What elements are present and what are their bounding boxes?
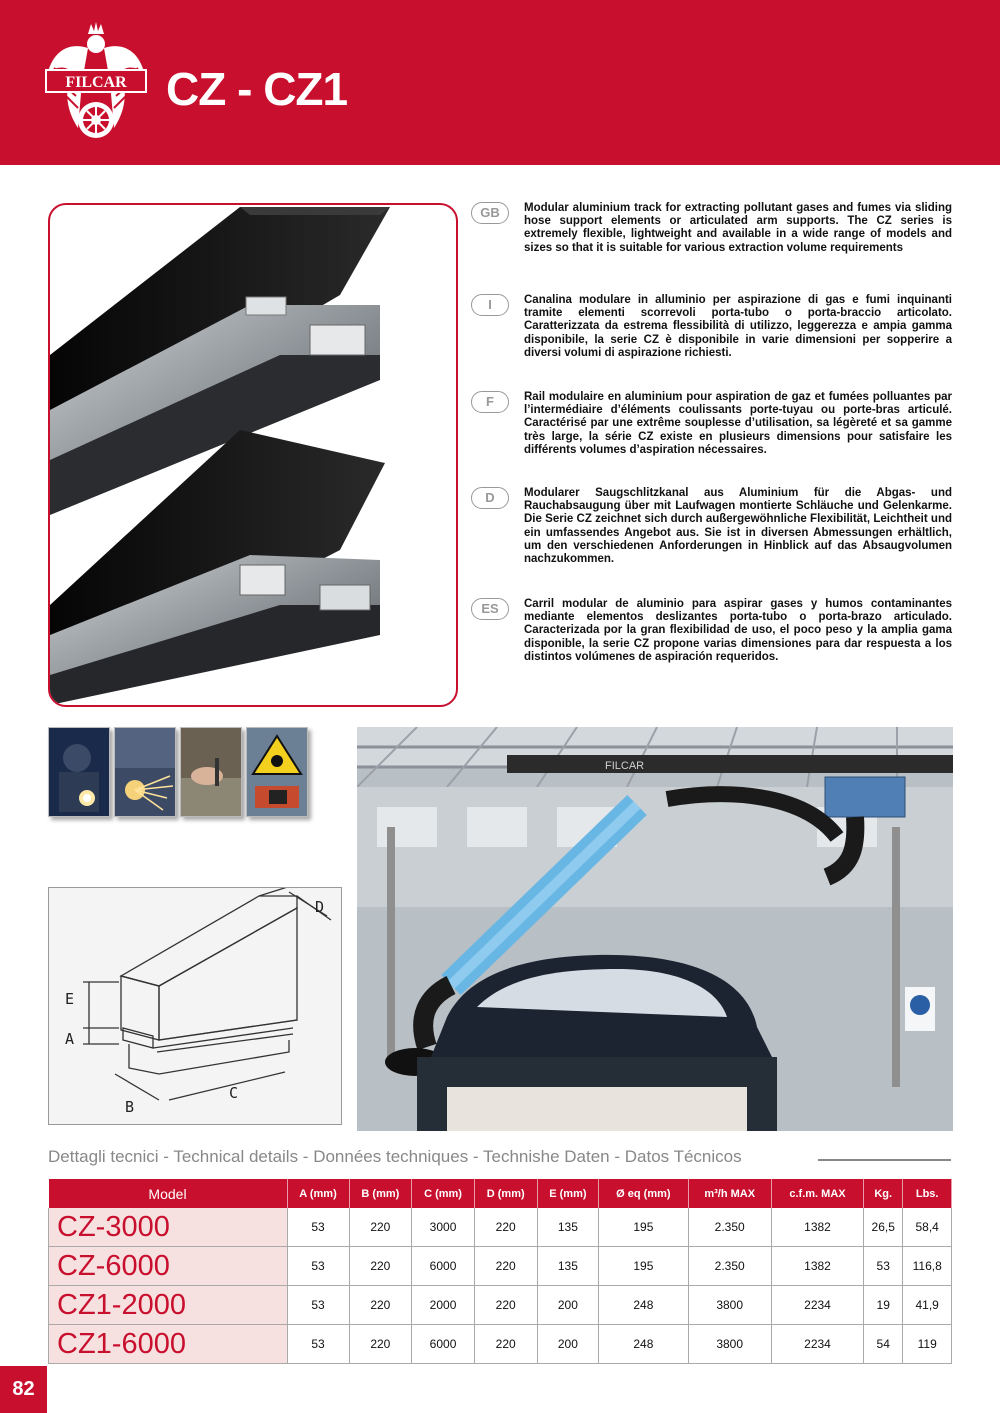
- header-bar: [0, 0, 1000, 165]
- dimension-diagram: [48, 887, 342, 1125]
- workshop-photo: [357, 727, 953, 1131]
- table-cell: 19: [864, 1286, 903, 1325]
- table-cell: 2234: [771, 1286, 863, 1325]
- description-text-gb: Modular aluminium track for extracting pollutant gases and fumes via sliding hose support elements or articulated arm supports. The CZ series is extremely flexible, lightweight and available in a wide range of models and sizes so that it is suitable for various extraction volume requirements: [524, 202, 952, 254]
- col-header-e: E (mm): [537, 1179, 599, 1208]
- table-cell: 135: [537, 1208, 599, 1247]
- table-cell: 220: [474, 1325, 537, 1364]
- table-cell: 2000: [412, 1286, 475, 1325]
- col-header-d: D (mm): [474, 1179, 537, 1208]
- table-cell: 220: [474, 1286, 537, 1325]
- language-badge-gb: GB: [471, 202, 509, 224]
- table-cell: 41,9: [903, 1286, 952, 1325]
- table-cell: 53: [287, 1208, 349, 1247]
- table-cell: 2.350: [688, 1208, 771, 1247]
- table-cell: 220: [349, 1325, 412, 1364]
- product-photo: [48, 203, 458, 707]
- diagram-label-e: E: [65, 990, 75, 1008]
- table-cell: 6000: [412, 1247, 475, 1286]
- table-cell: 200: [537, 1325, 599, 1364]
- table-row: [49, 1247, 952, 1286]
- rail-sign-text: FILCAR: [605, 760, 645, 772]
- col-header-diameter: Ø eq (mm): [599, 1179, 688, 1208]
- page-title: CZ - CZ1: [166, 63, 348, 115]
- table-row: [49, 1325, 952, 1364]
- page-number: 82: [0, 1366, 47, 1413]
- col-header-cfm: c.f.m. MAX: [771, 1179, 863, 1208]
- description-text-de: Modularer Saugschlitzkanal aus Aluminium für die Abgas- und Rauchabsaugung über mit Laufwagen montierte Schläuche und Gelenkarme. Die Serie CZ zeichnet sich durch außergewöhnliche Flexibilität, Leichtheit und ein umfassendes Angebot aus. Sie ist in diversen Abmessungen erhältlich, um den verschiedenen Anforderungen in Hinblick auf das Absaugvolumen nachzukommen.: [524, 487, 952, 566]
- col-header-kg: Kg.: [864, 1179, 903, 1208]
- col-header-lbs: Lbs.: [903, 1179, 952, 1208]
- table-cell: 3800: [688, 1325, 771, 1364]
- table-cell: 135: [537, 1247, 599, 1286]
- col-header-b: B (mm): [349, 1179, 412, 1208]
- table-cell: 220: [349, 1247, 412, 1286]
- table-cell: 1382: [771, 1208, 863, 1247]
- table-cell: 220: [349, 1208, 412, 1247]
- col-header-a: A (mm): [287, 1179, 349, 1208]
- table-header-row: [49, 1179, 952, 1208]
- col-header-model: Model: [49, 1179, 288, 1208]
- diagram-label-d: D: [315, 898, 325, 916]
- thumbnail-welding: [48, 727, 110, 817]
- language-badge-es: ES: [471, 598, 509, 620]
- table-cell: 53: [287, 1286, 349, 1325]
- table-cell: 53: [287, 1247, 349, 1286]
- table-cell: 195: [599, 1208, 688, 1247]
- technical-details-heading: Dettagli tecnici - Technical details - Données techniques - Technishe Daten - Datos Técnicos: [48, 1147, 742, 1166]
- logo-text: FILCAR: [65, 74, 127, 91]
- table-cell: 200: [537, 1286, 599, 1325]
- model-cell: CZ1-2000: [49, 1286, 288, 1325]
- description-text-es: Carril modular de aluminio para aspirar gases y humos contaminantes mediante elementos deslizantes porta-tubo o porta-brazo articulado. Caracterizada por la gran flexibilidad de uso, el poco peso y la amplia gama disponible, la serie CZ propone varias dimensiones para dar respuesta a los distintos volúmenes de aspiración requeridos.: [524, 598, 952, 663]
- table-cell: 3800: [688, 1286, 771, 1325]
- diagram-label-b: B: [125, 1098, 135, 1116]
- description-text-it: Canalina modulare in alluminio per aspirazione di gas e fumi inquinanti tramite elementi scorrevoli porta-tubo o porta-braccio articolato. Caratterizzata da estrema flessibilità di utilizzo, leggerezza e ampia gamma disponibile, la serie CZ è disponibile in varie dimensioni per sopperire a diversi volumi di aspirazione richiesti.: [524, 294, 952, 359]
- model-cell: CZ-3000: [49, 1208, 288, 1247]
- model-cell: CZ-6000: [49, 1247, 288, 1286]
- table-row: [49, 1286, 952, 1325]
- table-cell: 195: [599, 1247, 688, 1286]
- table-cell: 220: [474, 1247, 537, 1286]
- table-cell: 248: [599, 1325, 688, 1364]
- table-cell: 53: [287, 1325, 349, 1364]
- language-badge-it: I: [471, 294, 509, 316]
- thumbnail-warning-sign: [246, 727, 308, 817]
- col-header-m3h: m³/h MAX: [688, 1179, 771, 1208]
- table-cell: 2234: [771, 1325, 863, 1364]
- table-cell: 3000: [412, 1208, 475, 1247]
- table-cell: 220: [349, 1286, 412, 1325]
- table-cell: 1382: [771, 1247, 863, 1286]
- table-cell: 248: [599, 1286, 688, 1325]
- diagram-label-a: A: [65, 1030, 75, 1048]
- col-header-c: C (mm): [412, 1179, 475, 1208]
- model-cell: CZ1-6000: [49, 1325, 288, 1364]
- diagram-label-c: C: [229, 1084, 239, 1102]
- thumbnail-grinding: [114, 727, 176, 817]
- table-cell: 53: [864, 1247, 903, 1286]
- table-cell: 2.350: [688, 1247, 771, 1286]
- heading-rule: [818, 1159, 951, 1161]
- table-cell: 26,5: [864, 1208, 903, 1247]
- table-cell: 54: [864, 1325, 903, 1364]
- filcar-logo: [44, 20, 148, 144]
- table-cell: 6000: [412, 1325, 475, 1364]
- table-cell: 116,8: [903, 1247, 952, 1286]
- table-cell: 58,4: [903, 1208, 952, 1247]
- description-text-fr: Rail modulaire en aluminium pour aspiration de gaz et fumées polluantes par l’intermédiaire d’éléments coulissants porte-tuyau ou porte-bras articulé. Caractérisé par une extrême souplesse d’utilisation, sa légèreté et sa gamme très large, la série CZ existe en plusieurs dimensions pour satisfaire les différents volumes d’aspiration nécessaires.: [524, 391, 952, 456]
- thumbnail-manual-work: [180, 727, 242, 817]
- table-row: [49, 1208, 952, 1247]
- language-badge-de: D: [471, 487, 509, 509]
- language-badge-fr: F: [471, 391, 509, 413]
- table-cell: 220: [474, 1208, 537, 1247]
- specifications-table: [48, 1179, 952, 1364]
- table-cell: 119: [903, 1325, 952, 1364]
